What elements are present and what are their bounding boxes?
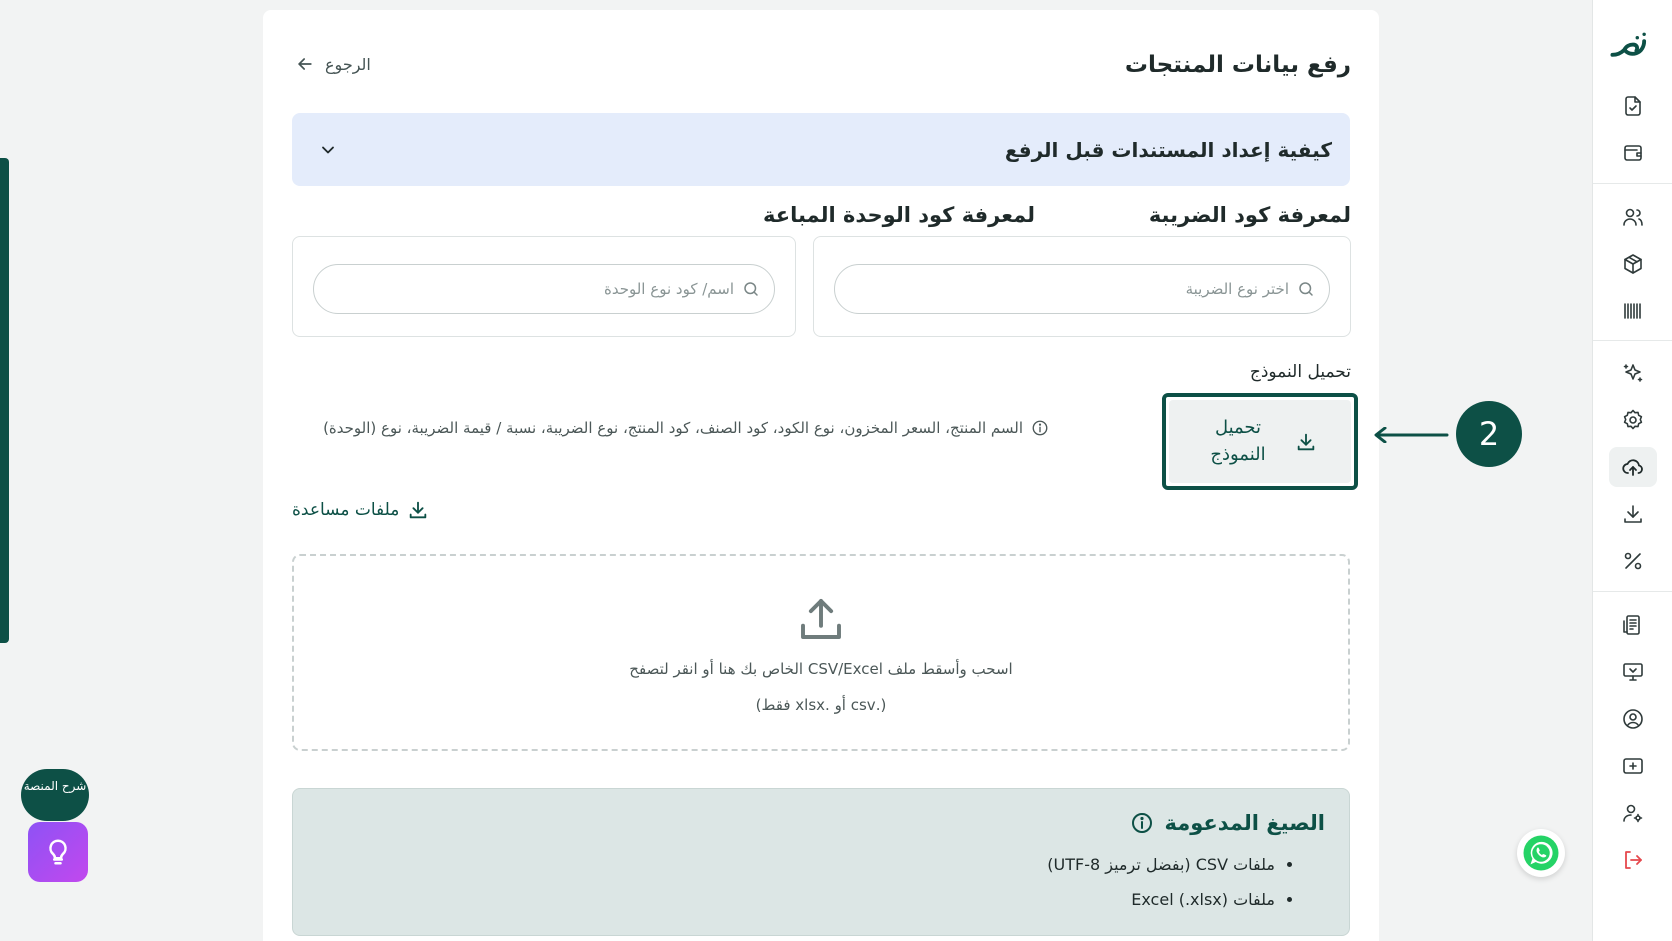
receipt-icon [1621, 613, 1645, 637]
sidebar-item-upload[interactable] [1609, 447, 1657, 487]
sidebar-item-documents[interactable] [1609, 86, 1657, 126]
sidebar-divider [1593, 340, 1672, 341]
sidebar-item-downloads[interactable] [1609, 494, 1657, 534]
sidebar-item-products[interactable] [1609, 244, 1657, 284]
platform-guide-button[interactable] [28, 822, 88, 882]
barcode-icon [1621, 299, 1645, 323]
download-icon [1621, 502, 1645, 526]
template-section-label: تحميل النموذج [1249, 362, 1351, 382]
tax-lookup-box [813, 236, 1351, 337]
file-dropzone[interactable] [292, 554, 1350, 751]
download-icon [407, 499, 429, 521]
download-template-button[interactable] [1169, 400, 1351, 483]
search-icon [742, 280, 760, 298]
unit-search-input[interactable] [328, 280, 734, 298]
help-files-label: ملفات مساعدة [292, 500, 400, 520]
lightbulb-icon [43, 837, 73, 867]
sidebar-item-subscriptions[interactable] [1609, 746, 1657, 786]
back-label: الرجوع [325, 54, 371, 74]
tax-search [834, 264, 1330, 314]
download-template-label: تحميل النموذج [1210, 417, 1266, 465]
formats-list [317, 847, 1325, 917]
left-edge-bar [0, 158, 9, 643]
user-circle-icon [1621, 707, 1645, 731]
plus-card-icon [1621, 754, 1645, 778]
search-icon [1297, 280, 1315, 298]
tax-search-input[interactable] [849, 280, 1289, 298]
tax-lookup-heading: لمعرفة كود الضريبة [1148, 203, 1351, 227]
download-icon [1295, 431, 1317, 453]
sidebar-item-receipts[interactable] [1609, 605, 1657, 645]
format-item-excel: • ملفات Excel (.xlsx) [317, 882, 1275, 917]
platform-guide-pill[interactable]: شرح المنصة [21, 769, 89, 821]
info-icon [1031, 419, 1049, 437]
sidebar-item-profile[interactable] [1609, 699, 1657, 739]
user-settings-icon [1621, 801, 1645, 825]
template-columns-info [309, 415, 1049, 441]
main-card [263, 10, 1379, 941]
info-icon [1130, 811, 1154, 835]
document-check-icon [1621, 94, 1645, 118]
format-item-csv: • ملفات CSV (بفضل ترميز UTF-8) [317, 847, 1275, 882]
sparkle-icon [1621, 361, 1645, 385]
percent-icon [1621, 549, 1645, 573]
logout-icon [1621, 848, 1645, 872]
supported-formats-panel [292, 788, 1350, 936]
formats-title-row [317, 811, 1325, 835]
sidebar-item-pos[interactable] [1609, 652, 1657, 692]
users-icon [1621, 205, 1645, 229]
columns-info-text: السم المنتج، السعر المخزون، نوع الكود، كود الصنف، كود المنتج، نوع الضريبة، نسبة / قيمة الضريبة، نوع (الوحدة) [323, 419, 1023, 437]
formats-title: الصيغ المدعومة [1164, 811, 1325, 835]
monitor-icon [1621, 660, 1645, 684]
help-files-link[interactable] [292, 499, 429, 521]
right-sidebar [1592, 0, 1672, 941]
dropzone-sub-text: (.csv أو .xlsx فقط) [755, 695, 887, 714]
unit-search [313, 264, 775, 314]
sidebar-item-users[interactable] [1609, 197, 1657, 237]
accordion-title: كيفية إعداد المستندات قبل الرفع [1004, 137, 1332, 162]
box-icon [1621, 252, 1645, 276]
chevron-down-icon [318, 140, 338, 160]
sidebar-divider [1593, 183, 1672, 184]
back-button[interactable] [295, 54, 371, 74]
sidebar-item-wallet[interactable] [1609, 133, 1657, 173]
cloud-upload-icon [1621, 455, 1645, 479]
whatsapp-icon [1520, 832, 1562, 874]
sidebar-item-logout[interactable] [1609, 840, 1657, 880]
dropzone-main-text: اسحب وأسقط ملف CSV/Excel الخاص بك هنا أو انقر لتصفح [629, 659, 1013, 678]
sidebar-item-ai[interactable] [1609, 353, 1657, 393]
step-number-badge: 2 [1456, 401, 1522, 467]
sidebar-divider [1593, 591, 1672, 592]
upload-icon [794, 592, 848, 646]
wallet-icon [1621, 141, 1645, 165]
whatsapp-button[interactable] [1517, 829, 1565, 877]
unit-lookup-box [292, 236, 796, 337]
brand-logo-icon [1609, 30, 1657, 66]
arrow-left-icon [295, 54, 315, 74]
unit-lookup-heading: لمعرفة كود الوحدة المباعة [763, 203, 1036, 227]
page-title: رفع بيانات المنتجات [1124, 52, 1351, 78]
sidebar-item-barcodes[interactable] [1609, 291, 1657, 331]
setup-guide-accordion[interactable] [292, 113, 1350, 186]
sidebar-item-account-settings[interactable] [1609, 793, 1657, 833]
annotation-arrow-icon [1373, 427, 1449, 443]
brand-logo [1605, 24, 1661, 72]
settings-icon [1621, 408, 1645, 432]
sidebar-item-settings[interactable] [1609, 400, 1657, 440]
sidebar-item-taxes[interactable] [1609, 541, 1657, 581]
